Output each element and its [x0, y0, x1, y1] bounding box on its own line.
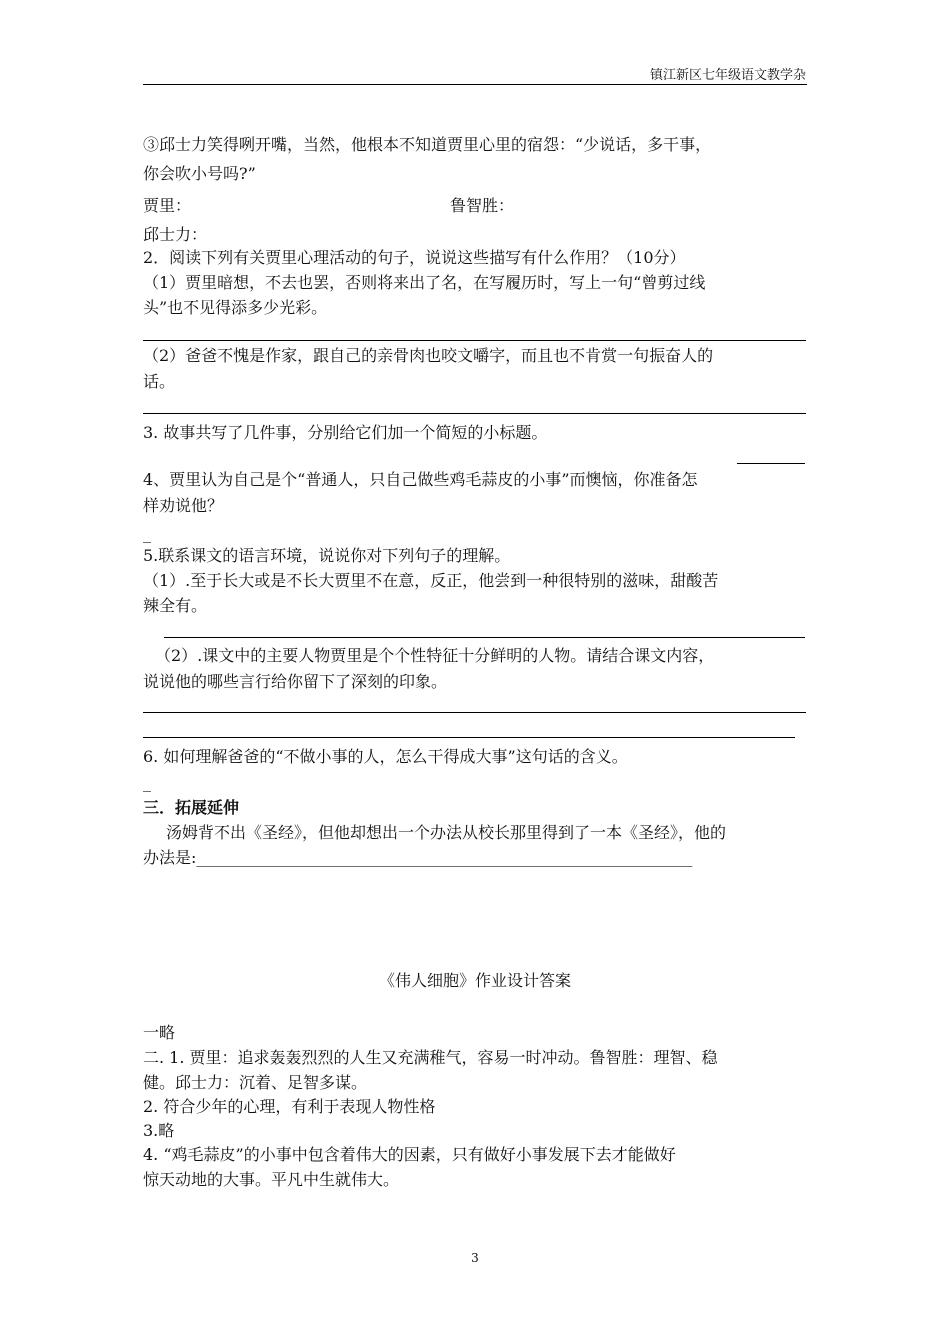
answer-2-line2: 健。邱士力：沉着、足智多谋。 — [143, 1073, 368, 1092]
q1-item3-line1: ③邱士力笑得咧开嘴，当然，他根本不知道贾里心里的宿怨：“少说话，多干事， — [143, 135, 712, 154]
answer-line — [143, 712, 806, 713]
answer-4: 3.略 — [143, 1121, 175, 1140]
q5-prompt: 5.联系课文的语言环境，说说你对下列句子的理解。 — [143, 546, 511, 565]
q2-s2-line1: （2）爸爸不愧是作家，跟自己的亲骨肉也咬文嚼字，而且也不肯赏一句振奋人的 — [143, 346, 714, 365]
label-jiali: 贾里： — [143, 196, 192, 215]
answer-5-line2: 惊天动地的大事。平凡中生就伟大。 — [143, 1170, 400, 1189]
q2-prompt: 2．阅读下列有关贾里心理活动的句子，说说这些描写有什么作用？（10分） — [143, 248, 686, 267]
q5-s2-line2: 说说他的哪些言行给你留下了深刻的印象。 — [143, 672, 448, 691]
section3-heading: 三．拓展延伸 — [143, 798, 240, 817]
q6-prompt: 6. 如何理解爸爸的“不做小事的人，怎么干得成大事”这句话的含义。 — [143, 747, 628, 766]
q2-s1-line2: 头”也不见得添多少光彩。 — [143, 298, 328, 317]
q5-s2-line1: （2）.课文中的主要人物贾里是个个性特征十分鲜明的人物。请结合课文内容， — [155, 646, 715, 665]
answer-line — [737, 463, 805, 464]
label-qiushili: 邱士力： — [143, 225, 208, 244]
section3-line1: 汤姆背不出《圣经》，但他却想出一个办法从校长那里得到了一本《圣经》，他的 — [166, 823, 727, 842]
answer-5-line1: 4. “鸡毛蒜皮”的小事中包含着伟大的因素，只有做好小事发展下去才能做好 — [143, 1145, 676, 1164]
header-rule — [143, 84, 807, 85]
answer-line — [164, 637, 805, 638]
section3-line2: 办法是:______________________________________________________________ — [143, 848, 693, 867]
page-number: 3 — [471, 1251, 479, 1265]
q3-prompt: 3. 故事共写了几件事，分别给它们加一个简短的小标题。 — [143, 423, 548, 442]
answer-3: 2. 符合少年的心理，有利于表现人物性格 — [143, 1097, 436, 1116]
answer-line — [143, 340, 806, 341]
q5-s1-line2: 辣全有。 — [143, 596, 208, 615]
answer-1: 一略 — [143, 1023, 176, 1042]
answer-line — [143, 413, 806, 414]
q4-line2: 样劝说他？ — [143, 496, 224, 515]
answers-title: 《伟人细胞》作业设计答案 — [378, 971, 571, 990]
answer-line — [143, 737, 795, 738]
q4-line1: 4、贾里认为自己是个“普通人，只自己做些鸡毛蒜皮的小事”而懊恼，你准备怎 — [143, 470, 698, 489]
q1-item3-line2: 你会吹小号吗?” — [143, 164, 256, 183]
q6-mark: _ — [143, 773, 151, 792]
label-luzhisheng: 鲁智胜： — [450, 196, 515, 215]
q4-mark: _ — [143, 524, 151, 543]
q2-s1-line1: （1）贾里暗想，不去也罢，否则将来出了名，在写履历时，写上一句“曾剪过线 — [143, 273, 706, 292]
q2-s2-line2: 话。 — [143, 372, 176, 391]
q5-s1-line1: （1）.至于长大或是不长大贾里不在意，反正，他尝到一种很特别的滋味，甜酸苦 — [143, 571, 719, 590]
answer-2-line1: 二. 1. 贾里：追求轰轰烈烈的人生又充满稚气，容易一时冲动。鲁智胜：理智、稳 — [143, 1048, 718, 1067]
running-header: 镇江新区七年级语文教学杂 — [649, 68, 806, 83]
